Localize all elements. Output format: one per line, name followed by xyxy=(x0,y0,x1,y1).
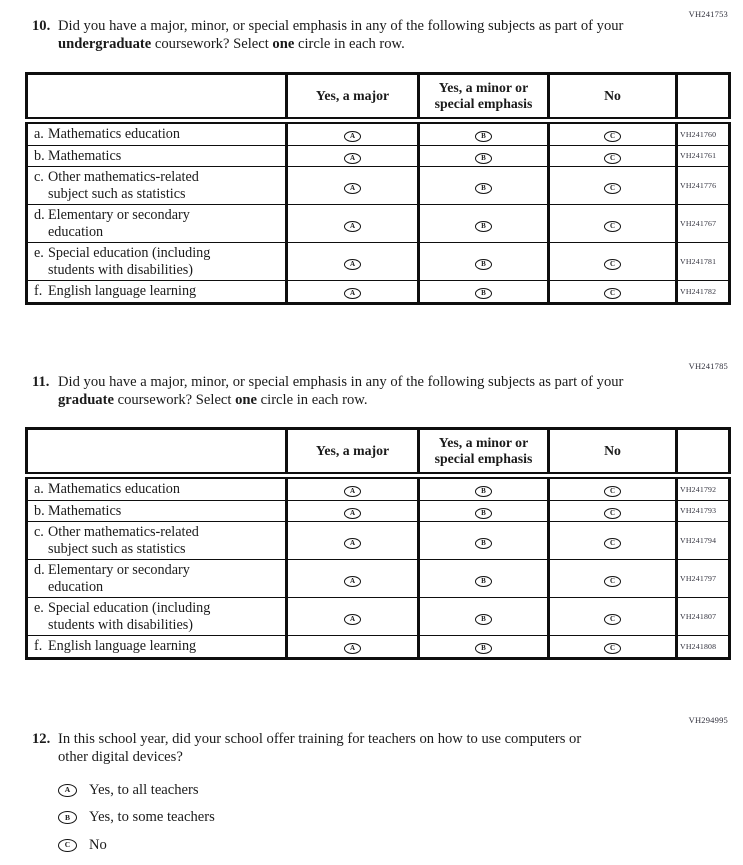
row-code: VH241767 xyxy=(677,205,730,243)
option-b-circle[interactable]: B xyxy=(475,538,492,549)
row-letter: f. xyxy=(34,283,43,299)
q12-option-yes-some[interactable] xyxy=(58,809,215,827)
row-code: VH241808 xyxy=(677,636,730,659)
row-letter: a. xyxy=(34,126,44,142)
row-code: VH241807 xyxy=(677,598,730,636)
option-b-circle[interactable]: B xyxy=(475,643,492,654)
question-10-bold-undergraduate: undergraduate xyxy=(58,35,152,52)
option-a-circle[interactable]: A xyxy=(344,576,361,587)
row-letter: b. xyxy=(34,502,45,519)
row-letter: d. xyxy=(34,207,45,223)
table-row xyxy=(27,243,730,281)
option-b-circle[interactable]: B xyxy=(475,131,492,142)
option-c-circle[interactable]: C xyxy=(604,614,621,625)
row-code: VH241781 xyxy=(677,243,730,281)
question-10-text-part3: circle in each row. xyxy=(294,35,405,52)
option-b-circle[interactable]: B xyxy=(475,576,492,587)
row-letter: a. xyxy=(34,481,44,497)
header-no: No xyxy=(549,429,677,476)
option-c-circle[interactable]: C xyxy=(604,153,621,164)
option-c-circle[interactable]: C xyxy=(604,508,621,519)
row-code: VH241776 xyxy=(677,167,730,205)
option-label: No xyxy=(89,836,107,853)
q10-header-row xyxy=(27,74,730,121)
question-11-text-part2: coursework? Select xyxy=(113,391,236,408)
option-a-circle[interactable]: A xyxy=(344,614,361,625)
option-c-circle[interactable]: C xyxy=(604,183,621,194)
row-label: English language learning xyxy=(48,638,197,654)
option-c-circle[interactable]: C xyxy=(604,259,621,270)
table-row xyxy=(27,476,730,501)
row-code: VH241761 xyxy=(677,145,730,167)
row-code: VH241782 xyxy=(677,281,730,304)
row-label: Mathematics xyxy=(48,147,122,164)
table-row xyxy=(27,281,730,304)
header-code-cell xyxy=(677,74,730,121)
header-empty-cell xyxy=(27,74,287,121)
option-a-circle[interactable]: A xyxy=(344,131,361,142)
q11-graduate-table xyxy=(25,427,731,660)
question-12-text: In this school year, did your school offer training for teachers on how to use computers or other digital devices? xyxy=(58,731,582,765)
header-empty-cell xyxy=(27,429,287,476)
header-yes-minor: Yes, a minor or special emphasis xyxy=(419,429,549,476)
option-a-circle[interactable]: A xyxy=(344,183,361,194)
table-row xyxy=(27,167,730,205)
question-10-number: 10. xyxy=(32,18,51,34)
table-row xyxy=(27,522,730,560)
option-label: Yes, to all teachers xyxy=(89,781,199,798)
question-12-options xyxy=(58,781,215,864)
option-c-circle[interactable]: C xyxy=(604,643,621,654)
row-label: Other mathematics-related subject such as statistics xyxy=(48,169,199,202)
option-c-circle[interactable]: C xyxy=(604,486,621,497)
option-c-circle[interactable]: C xyxy=(604,221,621,232)
question-10-code: VH241753 xyxy=(688,9,728,19)
option-a-circle[interactable]: A xyxy=(344,153,361,164)
header-yes-major: Yes, a major xyxy=(287,74,419,121)
row-label: Elementary or secondary education xyxy=(48,207,190,240)
row-label: Special education (including students with disabilities) xyxy=(48,245,211,278)
row-letter: f. xyxy=(34,638,43,654)
option-b-circle[interactable]: B xyxy=(475,288,492,299)
option-b-circle[interactable]: B xyxy=(475,508,492,519)
option-a-circle[interactable]: A xyxy=(344,643,361,654)
row-label: Mathematics education xyxy=(48,481,180,497)
option-a-circle[interactable]: A xyxy=(344,259,361,270)
table-row xyxy=(27,560,730,598)
option-c-circle[interactable]: C xyxy=(604,131,621,142)
question-11-bold-one: one xyxy=(235,391,258,408)
row-code: VH241792 xyxy=(677,476,730,501)
row-letter: e. xyxy=(34,245,44,261)
header-code-cell xyxy=(677,429,730,476)
question-11-bold-graduate: graduate xyxy=(58,391,114,408)
option-b-circle[interactable]: B xyxy=(475,221,492,232)
q12-option-yes-all[interactable] xyxy=(58,781,215,799)
option-b-circle[interactable]: B xyxy=(475,486,492,497)
row-code: VH241793 xyxy=(677,500,730,522)
question-11-text-part1: Did you have a major, minor, or special emphasis in any of the following subjects as part of your xyxy=(58,374,624,390)
q10-undergraduate-table xyxy=(25,72,731,305)
row-label: Mathematics xyxy=(48,502,122,519)
question-10-text-part1: Did you have a major, minor, or special emphasis in any of the following subjects as part of your xyxy=(58,18,624,34)
row-letter: c. xyxy=(34,169,44,185)
row-code: VH241794 xyxy=(677,522,730,560)
option-c-circle[interactable]: C xyxy=(58,839,77,852)
row-label: Other mathematics-related subject such as statistics xyxy=(48,524,199,557)
header-no: No xyxy=(549,74,677,121)
question-11 xyxy=(32,374,633,409)
option-a-circle[interactable]: A xyxy=(344,288,361,299)
table-row xyxy=(27,500,730,522)
q12-option-no[interactable] xyxy=(58,836,215,854)
row-code: VH241797 xyxy=(677,560,730,598)
question-10-text xyxy=(58,18,633,53)
option-a-circle[interactable]: A xyxy=(58,784,77,797)
table-row xyxy=(27,145,730,167)
question-12-number: 12. xyxy=(32,731,51,747)
row-label: Special education (including students with disabilities) xyxy=(48,600,211,633)
option-a-circle[interactable]: A xyxy=(344,508,361,519)
option-c-circle[interactable]: C xyxy=(604,576,621,587)
question-11-text xyxy=(58,374,633,409)
option-c-circle[interactable]: C xyxy=(604,538,621,549)
question-11-number: 11. xyxy=(32,374,50,390)
table-row xyxy=(27,598,730,636)
option-a-circle[interactable]: A xyxy=(344,221,361,232)
table-row xyxy=(27,121,730,146)
option-b-circle[interactable]: B xyxy=(475,183,492,194)
option-label: Yes, to some teachers xyxy=(89,809,215,825)
question-11-text-part3: circle in each row. xyxy=(257,391,368,408)
table-row xyxy=(27,205,730,243)
option-c-circle[interactable]: C xyxy=(604,288,621,299)
option-b-circle[interactable]: B xyxy=(475,614,492,625)
row-letter: b. xyxy=(34,147,45,164)
option-b-circle[interactable]: B xyxy=(475,259,492,270)
question-10-bold-one: one xyxy=(272,35,295,52)
table-row xyxy=(27,636,730,659)
row-letter: c. xyxy=(34,524,44,540)
row-letter: e. xyxy=(34,600,44,616)
question-12 xyxy=(32,731,613,766)
option-a-circle[interactable]: A xyxy=(344,538,361,549)
row-code: VH241760 xyxy=(677,121,730,146)
row-label: Mathematics education xyxy=(48,126,180,142)
question-11-code: VH241785 xyxy=(688,361,728,371)
row-label: English language learning xyxy=(48,283,197,299)
row-label: Elementary or secondary education xyxy=(48,562,190,595)
question-10 xyxy=(32,18,633,53)
row-letter: d. xyxy=(34,562,45,578)
option-a-circle[interactable]: A xyxy=(344,486,361,497)
question-10-text-part2: coursework? Select xyxy=(151,35,273,52)
question-12-code: VH294995 xyxy=(688,715,728,725)
header-yes-minor: Yes, a minor or special emphasis xyxy=(419,74,549,121)
option-b-circle[interactable]: B xyxy=(475,153,492,164)
option-b-circle[interactable]: B xyxy=(58,811,77,824)
q11-header-row xyxy=(27,429,730,476)
header-yes-major: Yes, a major xyxy=(287,429,419,476)
